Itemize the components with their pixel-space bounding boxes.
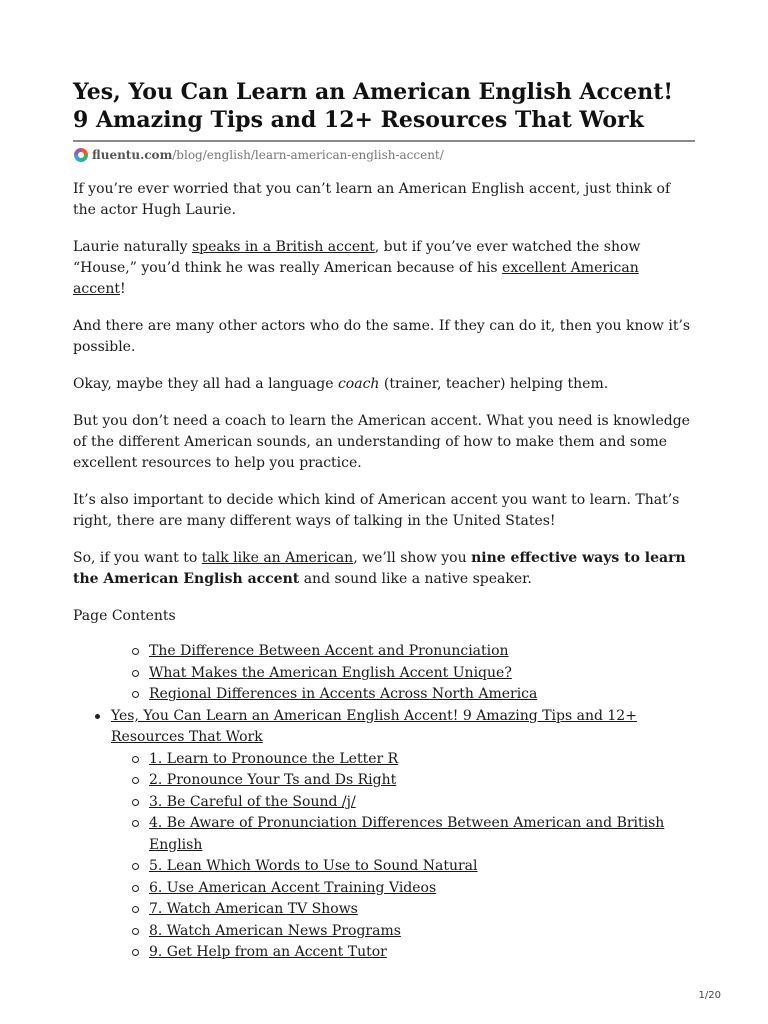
toc-link[interactable]: 1. Learn to Pronounce the Letter R <box>149 750 399 767</box>
toc-link[interactable]: 5. Lean Which Words to Use to Sound Natural <box>149 858 478 874</box>
toc-item <box>149 792 695 814</box>
toc-link[interactable]: Regional Differences in Accents Across North America <box>149 686 538 702</box>
toc-item <box>149 878 695 900</box>
toc-top-sublist <box>73 641 695 706</box>
toc-main-item <box>111 706 695 964</box>
toc-link[interactable]: 9. Get Help from an Accent Tutor <box>149 944 387 960</box>
source-path[interactable]: /blog/english/learn-american-english-accent/ <box>172 148 444 162</box>
toc-item <box>149 942 695 964</box>
toc-tips-sublist <box>111 749 695 964</box>
toc-main-list <box>73 706 695 964</box>
toc-item <box>149 921 695 943</box>
article-body <box>73 179 695 964</box>
source-line <box>73 147 695 163</box>
toc-link[interactable]: 8. Watch American News Programs <box>149 922 401 939</box>
toc-item <box>149 813 695 856</box>
link-talk-like-american[interactable]: talk like an American <box>201 550 354 566</box>
link-british-accent[interactable]: speaks in a British accent <box>191 239 375 255</box>
paragraph-6: It’s also important to decide which kind of American accent you want to learn. That’s right, there are many different ways of talking in the United States! <box>73 492 680 529</box>
toc-item <box>149 770 695 792</box>
paragraph-4: Okay, maybe they all had a language coach (trainer, teacher) helping them. <box>73 376 609 392</box>
article-title: Yes, You Can Learn an American English Accent! 9 Amazing Tips and 12+ Resources That Work <box>73 79 674 133</box>
toc-link[interactable]: 3. Be Careful of the Sound /j/ <box>149 793 356 810</box>
paragraph-7: So, if you want to talk like an American, we’ll show you nine effective ways to learn the American English accent and sound like a native speaker. <box>73 550 686 587</box>
paragraph-2: Laurie naturally speaks in a British accent, but if you’ve ever watched the show “House,” you’d think he was really American because of his excellent American accent! <box>73 239 641 297</box>
paragraph-1: If you’re ever worried that you can’t learn an American English accent, just think of the actor Hugh Laurie. <box>73 181 671 218</box>
toc-link[interactable]: 4. Be Aware of Pronunciation Differences Between American and British English <box>149 815 665 853</box>
toc-item <box>149 641 695 663</box>
paragraph-5: But you don’t need a coach to learn the American accent. What you need is knowledge of the different American sounds, an understanding of how to make them and some excellent resources to help you practice. <box>73 413 690 471</box>
toc-item <box>149 684 695 706</box>
toc-item <box>149 663 695 685</box>
page-number: 1/20 <box>698 990 721 1001</box>
title-divider <box>73 140 695 142</box>
toc-main-link[interactable]: Yes, You Can Learn an American English Accent! 9 Amazing Tips and 12+ Resources That Work <box>111 707 637 745</box>
document-page <box>73 78 695 964</box>
toc-link[interactable]: 2. Pronounce Your Ts and Ds Right <box>149 772 397 788</box>
toc-item <box>149 856 695 878</box>
link-excellent-american-accent[interactable]: excellent American accent <box>73 260 639 297</box>
toc-title: Page Contents <box>73 608 176 624</box>
paragraph-3: And there are many other actors who do the same. If they can do it, then you know it’s possible. <box>73 318 691 355</box>
bold-nine-ways: nine effective ways to learn the American English accent <box>73 550 686 587</box>
toc-link[interactable]: 7. Watch American TV Shows <box>149 901 358 917</box>
emphasis-coach: coach <box>337 376 380 392</box>
source-domain[interactable]: fluentu.com <box>92 148 173 162</box>
toc-link[interactable]: What Makes the American English Accent Unique? <box>149 664 512 681</box>
fluentu-logo-icon <box>73 147 89 163</box>
toc-item <box>149 899 695 921</box>
toc-item <box>149 749 695 771</box>
toc-link[interactable]: The Difference Between Accent and Pronunciation <box>149 643 509 659</box>
toc-link[interactable]: 6. Use American Accent Training Videos <box>149 879 437 896</box>
